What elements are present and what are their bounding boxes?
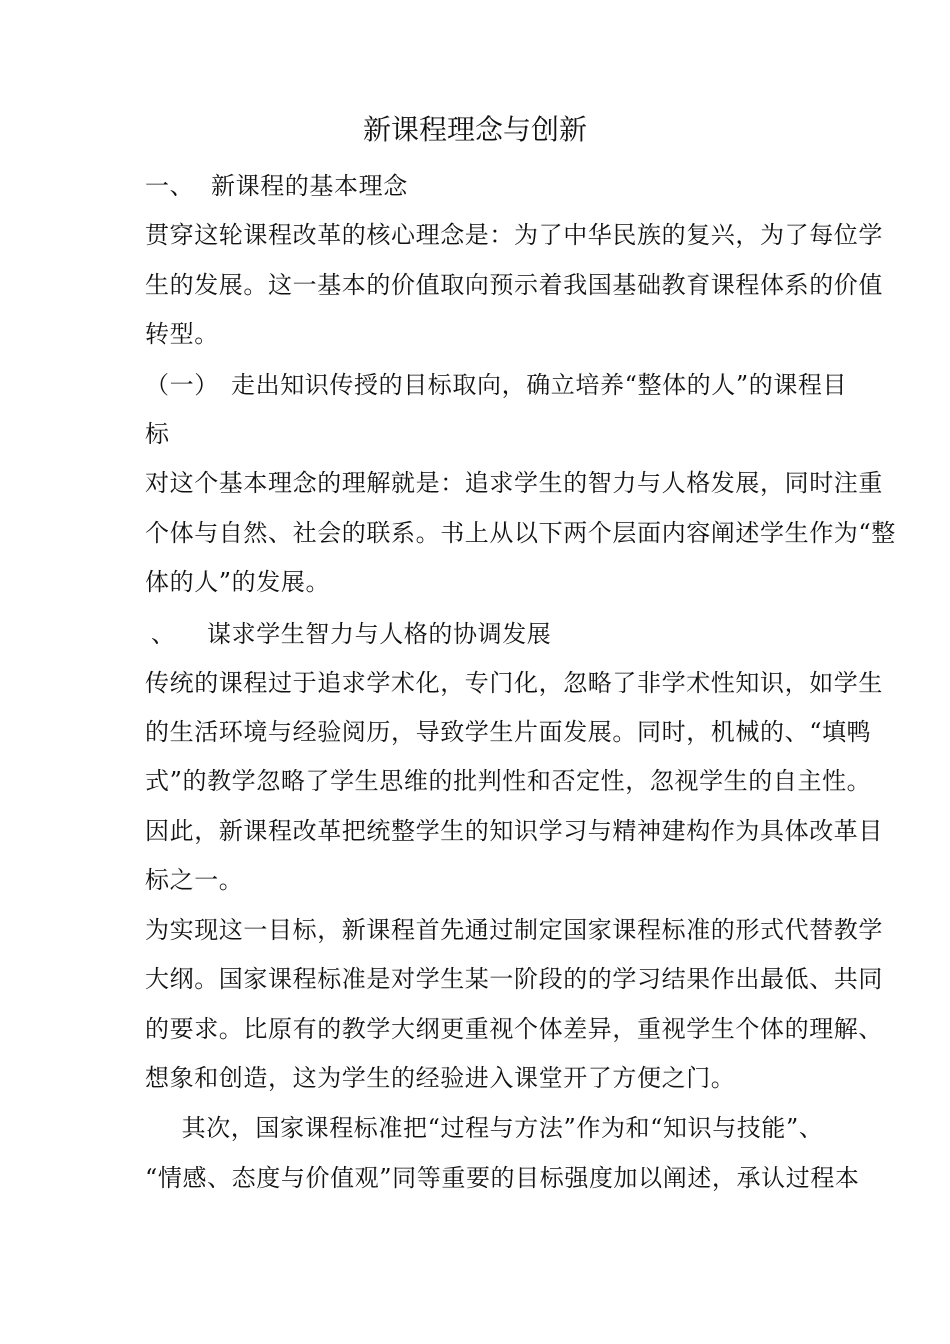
paragraph-line: 的生活环境与经验阅历，导致学生片面发展。同时，机械的、“填鸭 <box>145 718 872 746</box>
item-number: 、 <box>151 620 176 648</box>
paragraph-line: 贯穿这轮课程改革的核心理念是：为了中华民族的复兴，为了每位学 <box>145 221 883 249</box>
subsection-heading <box>145 365 848 405</box>
item-heading <box>151 614 816 654</box>
paragraph-line: 想象和创造，这为学生的经验进入课堂开了方便之门。 <box>145 1064 736 1092</box>
paragraph-line: 传统的课程过于追求学术化，专门化，忽略了非学术性知识，如学生 <box>145 669 883 697</box>
paragraph-line: 个体与自然、社会的联系。书上从以下两个层面内容阐述学生作为“整 <box>145 519 896 547</box>
subsection-number: （一） <box>145 371 219 399</box>
paragraph-line: 式”的教学忽略了学生思维的批判性和否定性，忽视学生的自主性。 <box>145 767 872 795</box>
paragraph-line: 因此，新课程改革把统整学生的知识学习与精神建构作为具体改革目 <box>145 817 883 845</box>
paragraph-line: 其次，国家课程标准把“过程与方法”作为和“知识与技能”、 <box>157 1114 824 1142</box>
paragraph-line: 对这个基本理念的理解就是：追求学生的智力与人格发展，同时注重 <box>145 469 883 497</box>
subsection-heading-text: 走出知识传授的目标取向，确立培养“整体的人”的课程目 <box>231 371 848 399</box>
paragraph-line: 为实现这一目标，新课程首先通过制定国家课程标准的形式代替教学 <box>145 916 883 944</box>
section-heading-text: 新课程的基本理念 <box>211 172 408 200</box>
subsection-heading-continuation: 标 <box>145 420 170 448</box>
section-number: 一、 <box>145 172 195 200</box>
paragraph-line: 大纲。国家课程标准是对学生某一阶段的的学习结果作出最低、共同 <box>145 965 883 993</box>
section-heading <box>145 166 810 206</box>
paragraph-line: 标之一。 <box>145 866 244 894</box>
paragraph-line: 的要求。比原有的教学大纲更重视个体差异，重视学生个体的理解、 <box>145 1015 883 1043</box>
paragraph-line: 转型。 <box>145 320 219 348</box>
paragraph-line: “情感、态度与价值观”同等重要的目标强度加以阐述，承认过程本 <box>145 1164 860 1192</box>
document-title: 新课程理念与创新 <box>362 113 587 146</box>
paragraph-line: 生的发展。这一基本的价值取向预示着我国基础教育课程体系的价值 <box>145 271 883 299</box>
paragraph-line: 体的人”的发展。 <box>145 568 331 596</box>
item-heading-text: 谋求学生智力与人格的协调发展 <box>207 620 552 648</box>
